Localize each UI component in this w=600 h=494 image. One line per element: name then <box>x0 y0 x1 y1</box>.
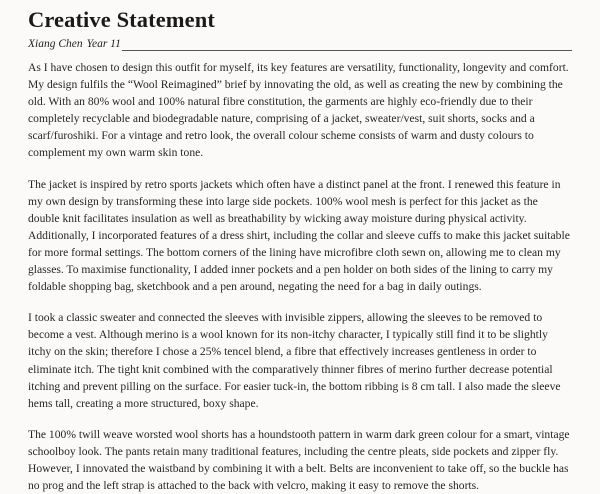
byline-underline <box>122 39 572 51</box>
year-level: Year 11 <box>86 38 121 50</box>
paragraph-shorts: The 100% twill weave worsted wool shorts has a houndstooth pattern in warm dark green colour for a smart, vintage schoolboy look. The pants retain many traditional features, including the centre pleats, side pockets and zipper fly. However, I innovated the waistband by combining it with a belt. Belts are inconvenient to take off, so the buckle has no prog and the left strap is attached to the back with velcro, making it easy to remove the shorts. <box>28 427 570 493</box>
page-title: Creative Statement <box>28 7 215 32</box>
author-name: Xiang Chen <box>28 38 83 50</box>
paragraph-sweater: I took a classic sweater and connected the sleeves with invisible zippers, allowing the sleeves to be removed to become a vest. Although merino is a wool known for its non-itchy character, I typically still find it to be slightly itchy on the skin; therefore I chose a 25% tencel blend, a fibre that effectively increases gentleness in order to eliminate itch. The tight knit combined with the comparatively thinner fibres of merino further decrease potential itching and prevent pilling on the surface. For easier tuck-in, the bottom ribbing is 8 cm tall. I also made the sleeve hems tall, creating a more structured, boxy shape. <box>28 311 561 410</box>
document-body <box>28 59 572 494</box>
paragraph-jacket: The jacket is inspired by retro sports jackets which often have a distinct panel at the front. I renewed this feature in my own design by transforming these into large side pockets. 100% wool mesh is perfect for this jacket as the double knit facilitates insulation as well as breathability by wicking away moisture during physical activity. Additionally, I incorporated features of a dress shirt, including the collar and sleeve cuffs to make this jacket suitable for more formal settings. The bottom corners of the lining have microfibre cloth sewn on, allowing me to clean my glasses. To maximise functionality, I added inner pockets and a pen holder on both sides of the lining to carry my foldable shopping bag, sketchbook and a pen around, negating the need for a bag in daily outings. <box>28 177 570 294</box>
byline <box>28 37 572 51</box>
paragraph-intro: As I have chosen to design this outfit for myself, its key features are versatility, functionality, longevity and comfort. My design fulfils the “Wool Reimagined” brief by innovating the old, as well as creating the new by combining the old. With an 80% wool and 100% natural fibre constitution, the garments are highly eco-friendly due to their completely recyclable and biodegradable nature, comprising of a jacket, sweater/vest, suit shorts, socks and a scarf/furoshiki. For a vintage and retro look, the overall colour scheme consists of warm and dusty colours to complement my own warm skin tone. <box>28 61 569 160</box>
